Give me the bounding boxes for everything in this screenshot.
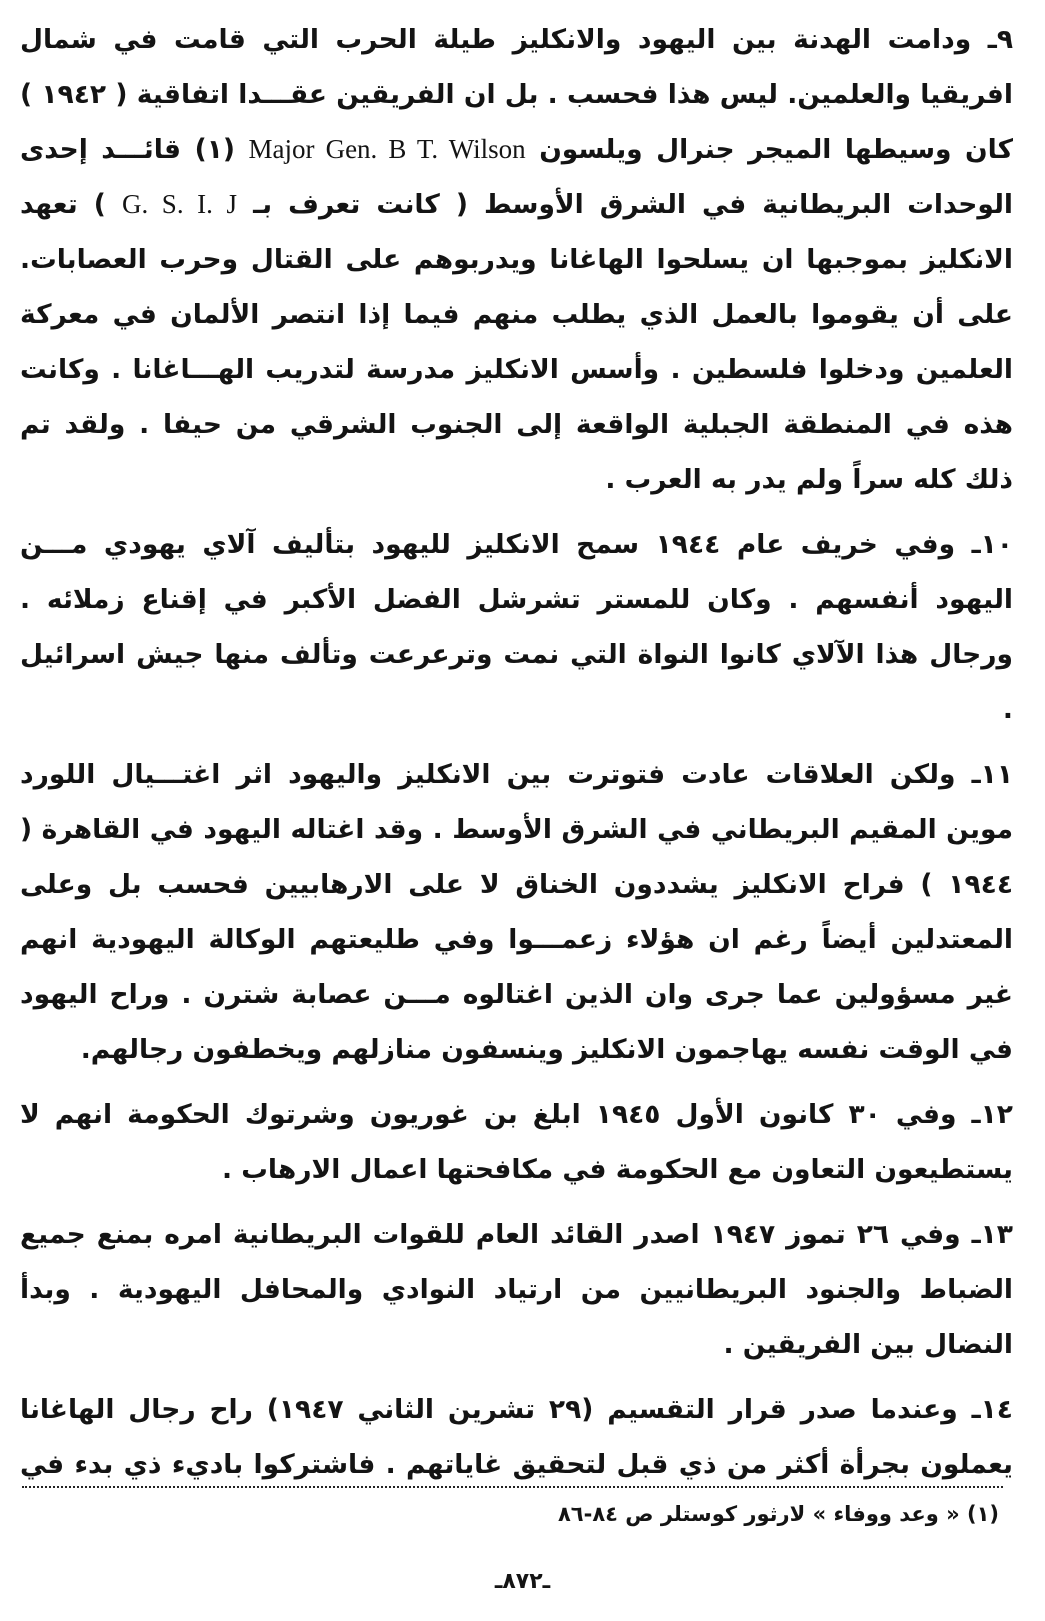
paragraph-text: وعندما صدر قرار التقسيم (٢٩ تشرين الثاني ١٩٤٧) راح رجال الهاغانا يعملون بجرأة أكثر من ذي قبل لتحقيق غاياتهم . فاشتركوا باديء ذي بدء في [20, 1394, 1013, 1480]
paragraph-number: ١٠ـ [971, 529, 1013, 560]
paragraph-text: وفي ٣٠ كانون الأول ١٩٤٥ ابلغ بن غوريون وشرتوك الحكومة انهم لا يستطيعون التعاون مع الحكومة في مكافحتها اعمال الارهاب . [20, 1099, 1013, 1185]
paragraph-13 [20, 1207, 1013, 1372]
body-text [20, 12, 1013, 1484]
footnote: (١) « وعد ووفاء » لارثور كوستلر ص ٨٤-٨٦ [557, 1502, 999, 1526]
paragraph-number: ١٤ـ [971, 1394, 1013, 1425]
paragraph-text: ولكن العلاقات عادت فتوترت بين الانكليز واليهود اثر اغتـــيال اللورد موين المقيم البريطاني في الشرق الأوسط . وقد اغتاله اليهود في القاهرة ( ١٩٤٤ ) فراح الانكليز يشددون الخناق لا على الارهابيين فحسب بل وعلى المعتدلين أيضاً رغم ان هؤلاء زعمـــوا وفي طليعتهم الوكالة اليهودية انهم غير مسؤولين عما جرى وان الذين اغتالوه مـــن عصابة شترن . وراح اليهود في الوقت نفسه يهاجمون الانكليز وينسفون منازلهم ويخطفون رجالهم. [20, 759, 1013, 1065]
latin-name: Major Gen. B T. Wilson [248, 134, 526, 164]
latin-abbreviation: G. S. I. J [121, 189, 238, 219]
paragraph-number: ١٢ـ [971, 1099, 1013, 1130]
footnote-divider [22, 1486, 1003, 1488]
paragraph-10 [20, 517, 1013, 737]
paragraph-number: ٩ـ [987, 24, 1013, 55]
paragraph-number: ١١ـ [971, 759, 1013, 790]
paragraph-11 [20, 747, 1013, 1077]
paragraph-text: (١) قائـــد إحدى الوحدات البريطانية في الشرق الأوسط ( كانت تعرف بـ [20, 134, 1013, 220]
page-number: ـ٨٧٢ـ [494, 1569, 551, 1594]
paragraph-14 [20, 1382, 1013, 1484]
paragraph-text: وفي ٢٦ تموز ١٩٤٧ اصدر القائد العام للقوات البريطانية امره بمنع جميع الضباط والجنود البريطانيين من ارتياد النوادي والمحافل اليهودية . وبدأ النضال بين الفريقين . [20, 1219, 1013, 1360]
paragraph-text: وفي خريف عام ١٩٤٤ سمح الانكليز لليهود بتأليف آلاي يهودي مـــن اليهود أنفسهم . وكان للمستر تشرشل الفضل الأكبر في إقناع زملائه . ورجال هذا الآلاي كانوا النواة التي نمت وترعرعت وتألف منها جيش اسرائيل . [20, 529, 1013, 725]
paragraph-text: ) تعهد الانكليز بموجبها ان يسلحوا الهاغانا ويدربوهم على القتال وحرب العصابات. على أن يقوموا بالعمل الذي يطلب منهم فيما إذا انتصر الألمان في معركة العلمين ودخلوا فلسطين . وأسس الانكليز مدرسة لتدريب الهـــاغانا . وكانت هذه في المنطقة الجبلية الواقعة إلى الجنوب الشرقي من حيفا . ولقد تم ذلك كله سراً ولم يدر به العرب . [20, 189, 1013, 495]
paragraph-9 [20, 12, 1013, 507]
paragraph-number: ١٣ـ [971, 1219, 1013, 1250]
paragraph-12 [20, 1087, 1013, 1197]
paragraph-text: ودامت الهدنة بين اليهود والانكليز طيلة الحرب التي قامت في شمال افريقيا والعلمين. ليس هذا فحسب . بل ان الفريقين عقـــدا اتفاقية ( ١٩٤٢ ) كان وسيطها الميجر جنرال ويلسون [20, 24, 1013, 165]
